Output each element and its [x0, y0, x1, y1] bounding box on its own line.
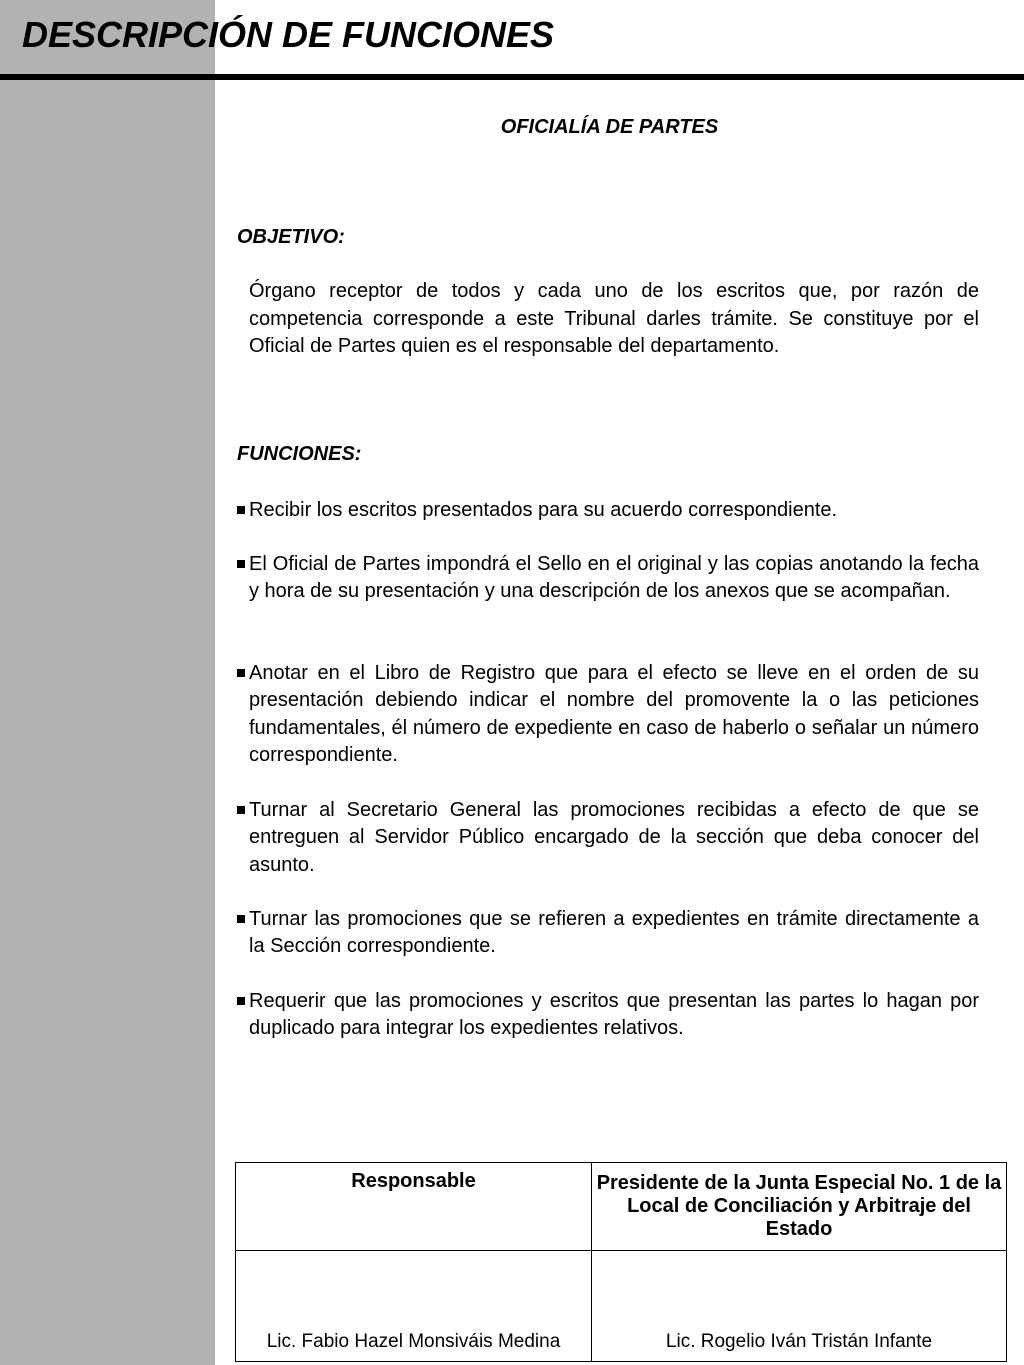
left-grey-band	[0, 0, 215, 1365]
bullet-square-icon	[237, 560, 245, 568]
page-title: DESCRIPCIÓN DE FUNCIONES	[22, 14, 555, 55]
page-header	[0, 0, 1024, 76]
responsible-header: Responsable	[236, 1163, 592, 1251]
function-item	[237, 906, 979, 961]
function-item-text: Requerir que las promociones y escritos que presentan las partes lo hagan por duplicado para integrar los expedientes relativos.	[249, 990, 979, 1040]
function-item-text: Anotar en el Libro de Registro que para el efecto se lleve en el orden de su presentación debiendo indicar el nombre del promovente la o las peticiones fundamentales, él número de expediente en caso de haberlo o señalar un número correspondiente.	[249, 662, 979, 766]
function-item	[237, 497, 979, 524]
objective-text: Órgano receptor de todos y cada uno de los escritos que, por razón de competencia corresponde a este Tribunal darles trámite. Se constituye por el Oficial de Partes quien es el responsable del departamento.	[249, 280, 979, 357]
bullet-square-icon	[237, 915, 245, 923]
function-item	[237, 551, 979, 606]
objective-heading: OBJETIVO:	[237, 226, 345, 248]
function-item	[237, 660, 979, 769]
bullet-square-icon	[237, 806, 245, 814]
function-item-text: Recibir los escritos presentados para su acuerdo correspondiente.	[249, 499, 838, 521]
department-title: OFICIALÍA DE PARTES	[500, 116, 719, 138]
function-item	[237, 988, 979, 1043]
function-item	[237, 797, 979, 879]
president-name: Lic. Rogelio Iván Tristán Infante	[592, 1251, 1007, 1362]
bullet-square-icon	[237, 997, 245, 1005]
function-item-text: Turnar al Secretario General las promociones recibidas a efecto de que se entreguen al Servidor Público encargado de la sección que deba conocer del asunto.	[249, 799, 979, 876]
president-header: Presidente de la Junta Especial No. 1 de la Local de Conciliación y Arbitraje del Estado	[592, 1163, 1007, 1251]
title-divider	[0, 74, 1024, 80]
function-item-text: El Oficial de Partes impondrá el Sello en el original y las copias anotando la fecha y hora de su presentación y una descripción de los anexos que se acompañan.	[249, 553, 979, 603]
functions-heading: FUNCIONES:	[237, 443, 362, 465]
function-item-text: Turnar las promociones que se refieren a expedientes en trámite directamente a la Sección correspondiente.	[249, 908, 979, 958]
signature-table	[235, 1162, 1007, 1362]
bullet-square-icon	[237, 669, 245, 677]
bullet-square-icon	[237, 506, 245, 514]
responsible-name: Lic. Fabio Hazel Monsiváis Medina	[236, 1251, 592, 1362]
